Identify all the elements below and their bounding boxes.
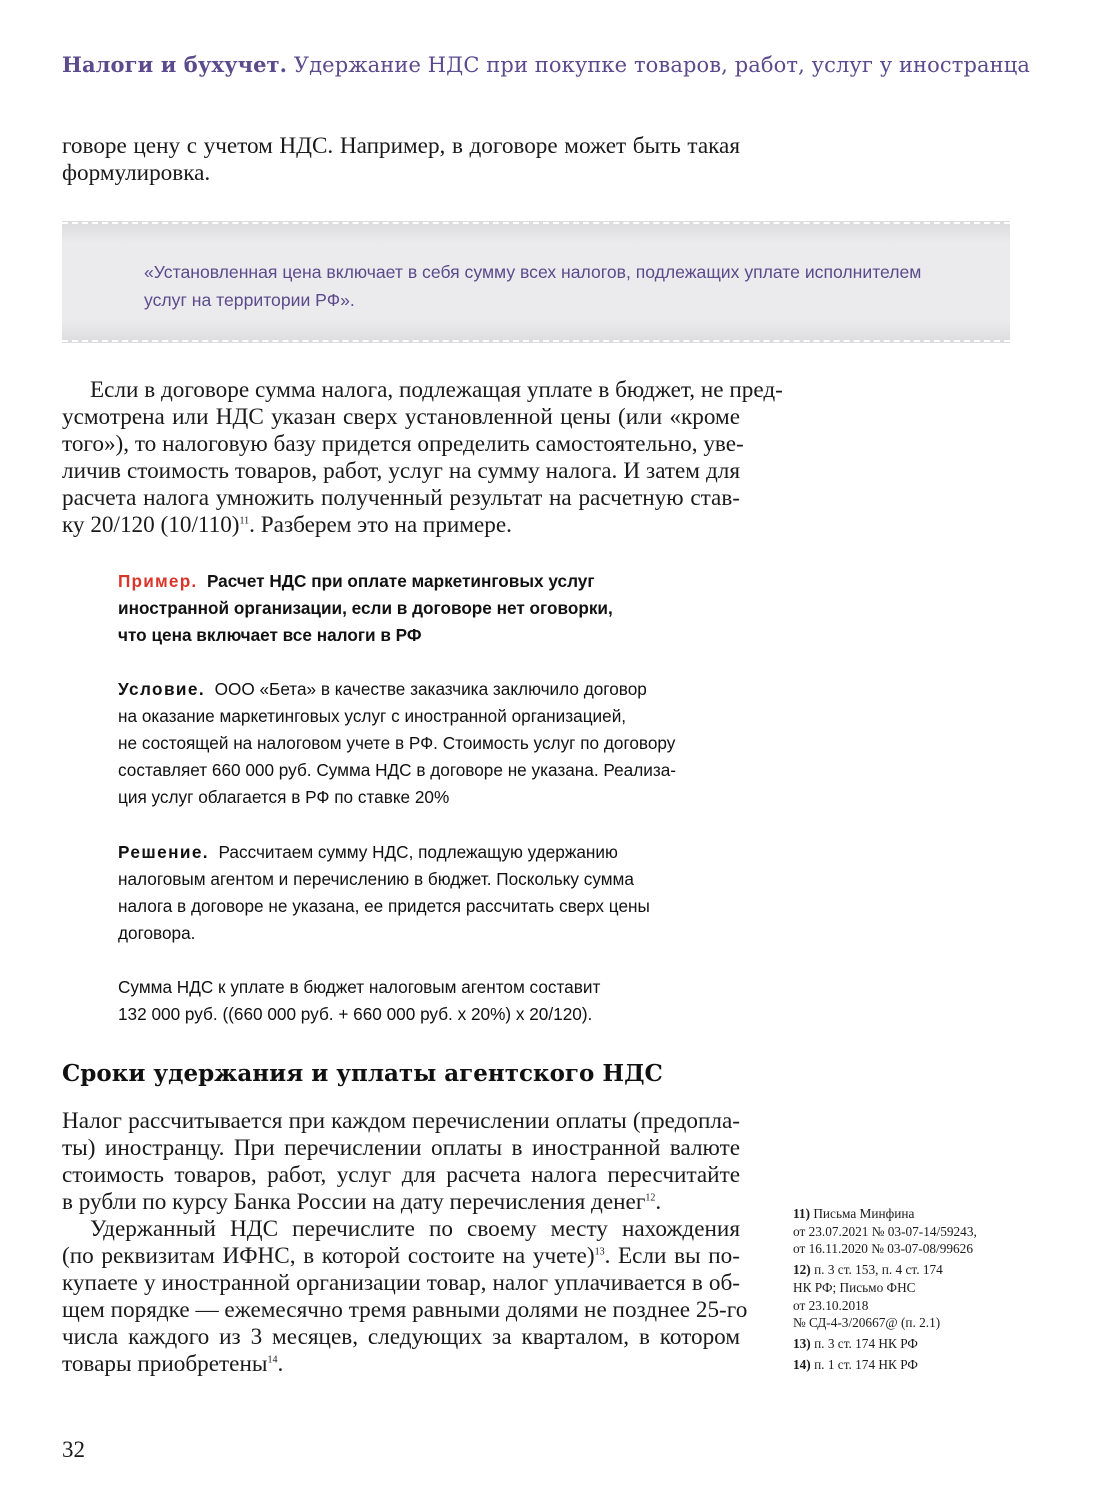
main-paragraph xyxy=(62,377,783,539)
footnote-text: п. 3 ст. 153, п. 4 ст. 174 xyxy=(814,1262,943,1278)
paragraph-line: купаете у иностранной организации товар, налог уплачивается в об- xyxy=(62,1270,740,1296)
header-title: Удержание НДС при покупке товаров, работ, услуг у иностранца xyxy=(293,53,1030,77)
solution-line: налога в договоре не указана, ее придется рассчитать сверх цены xyxy=(118,896,650,916)
footnote-text: от 16.11.2020 № 03-07-08/99626 xyxy=(793,1241,973,1257)
solution-line: налоговым агентом и перечислению в бюджет. Поскольку сумма xyxy=(118,869,634,889)
solution-label: Решение. xyxy=(118,842,209,862)
quote-text xyxy=(144,258,984,314)
paragraph-text: . Разберем это на примере. xyxy=(249,512,512,538)
paragraph-text: товары приобретены xyxy=(62,1351,268,1377)
paragraph-text: . Если вы по- xyxy=(604,1243,740,1269)
paragraph-line: личив стоимость товаров, работ, услуг на сумму налога. И затем для xyxy=(62,458,740,484)
paragraph-text: (по реквизитам ИФНС, в которой состоите на учете) xyxy=(62,1243,595,1269)
footnote xyxy=(793,1335,1033,1353)
example-solution xyxy=(118,839,740,947)
example-label: Пример. xyxy=(118,571,198,591)
quote-line: услуг на территории РФ». xyxy=(144,290,355,310)
deadline-paragraphs xyxy=(62,1108,748,1378)
footnote-ref: 13 xyxy=(594,1246,605,1258)
intro-paragraph xyxy=(62,133,740,187)
footnote-text: п. 1 ст. 174 НК РФ xyxy=(814,1356,918,1372)
condition-line: составляет 660 000 руб. Сумма НДС в договоре не указана. Реализа- xyxy=(118,760,677,780)
example-title-line: иностранной организации, если в договоре нет оговорки, xyxy=(118,598,613,618)
paragraph-line: того»), то налоговую базу придется определить самостоятельно, уве- xyxy=(62,431,744,457)
paragraph-line xyxy=(62,1243,740,1270)
quote-line: «Установленная цена включает в себя сумму всех налогов, подлежащих уплате исполнителем xyxy=(144,262,922,282)
footnote-text: п. 3 ст. 174 НК РФ xyxy=(814,1335,918,1351)
condition-line: на оказание маркетинговых услуг с иностранной организацией, xyxy=(118,706,627,726)
footnote-number: 12) xyxy=(793,1262,811,1278)
footnote-ref: 14 xyxy=(267,1354,278,1366)
footnote xyxy=(793,1356,1033,1374)
running-header xyxy=(62,52,1062,77)
paragraph-text: в рубли по курсу Банка России на дату перечисления денег xyxy=(62,1189,646,1215)
footnote xyxy=(793,1205,1033,1258)
intro-line: говоре цену с учетом НДС. Например, в договоре может быть такая xyxy=(62,133,740,159)
paragraph-text: . xyxy=(277,1351,284,1377)
footnote-ref: 11 xyxy=(239,515,250,527)
paragraph-text: ку 20/120 (10/110) xyxy=(62,512,240,538)
paragraph-line: Налог рассчитывается при каждом перечислении оплаты (предопла- xyxy=(62,1108,740,1134)
paragraph-line xyxy=(62,1189,740,1216)
paragraph-line: усмотрена или НДС указан сверх установленной цены (или «кроме xyxy=(62,404,740,430)
footnotes xyxy=(793,1205,1033,1376)
result-line: Сумма НДС к уплате в бюджет налоговым агентом составит xyxy=(118,977,601,997)
condition-line: не состоящей на налоговом учете в РФ. Стоимость услуг по договору xyxy=(118,733,676,753)
condition-line: ООО «Бета» в качестве заказчика заключило договор xyxy=(214,679,647,699)
page-number: 32 xyxy=(62,1437,85,1462)
example-result xyxy=(118,974,740,1028)
example-title-line: что цена включает все налоги в РФ xyxy=(118,625,422,645)
footnote-number: 11) xyxy=(793,1206,810,1221)
footnote-text: Письма Минфина xyxy=(813,1206,915,1221)
result-line: 132 000 руб. ((660 000 руб. + 660 000 руб. х 20%) х 20/120). xyxy=(118,1004,593,1024)
intro-line: формулировка. xyxy=(62,160,211,186)
example-title xyxy=(118,568,740,649)
footnote xyxy=(793,1261,1033,1332)
solution-line: Рассчитаем сумму НДС, подлежащую удержанию xyxy=(218,842,618,862)
paragraph-line xyxy=(62,512,740,539)
footnote-text: от 23.10.2018 xyxy=(793,1297,869,1313)
condition-line: ция услуг облагается в РФ по ставке 20% xyxy=(118,787,450,807)
paragraph-line: числа каждого из 3 месяцев, следующих за кварталом, в котором xyxy=(62,1324,740,1350)
condition-label: Условие. xyxy=(118,679,206,699)
paragraph-line: Удержанный НДС перечислите по своему месту нахождения xyxy=(90,1216,740,1242)
footnote-number: 13) xyxy=(793,1335,811,1351)
footnote-ref: 12 xyxy=(645,1192,656,1204)
footnote-text: НК РФ; Письмо ФНС xyxy=(793,1279,916,1295)
example-title-line: Расчет НДС при оплате маркетинговых услуг xyxy=(206,571,595,591)
section-heading: Сроки удержания и уплаты агентского НДС xyxy=(62,1060,663,1087)
footnote-number: 14) xyxy=(793,1356,811,1372)
paragraph-text: . xyxy=(655,1189,662,1215)
footnote-text: от 23.07.2021 № 03-07-14/59243, xyxy=(793,1223,977,1239)
paragraph-line: расчета налога умножить полученный результат на расчетную став- xyxy=(62,485,740,511)
paragraph-line: щем порядке — ежемесячно тремя равными долями не позднее 25-го xyxy=(62,1297,748,1323)
paragraph-line: ты) иностранцу. При перечислении оплаты в иностранной валюте xyxy=(62,1135,740,1161)
paragraph-line: стоимость товаров, работ, услуг для расчета налога пересчитайте xyxy=(62,1162,740,1188)
paragraph-line: Если в договоре сумма налога, подлежащая уплате в бюджет, не пред- xyxy=(90,377,783,403)
example-condition xyxy=(118,676,740,811)
solution-line: договора. xyxy=(118,923,196,943)
footnote-text: № СД-4-3/20667@ (п. 2.1) xyxy=(793,1315,941,1331)
paragraph-line xyxy=(62,1351,740,1378)
quote-box xyxy=(62,221,1010,343)
header-section: Налоги и бухучет. xyxy=(62,52,288,77)
